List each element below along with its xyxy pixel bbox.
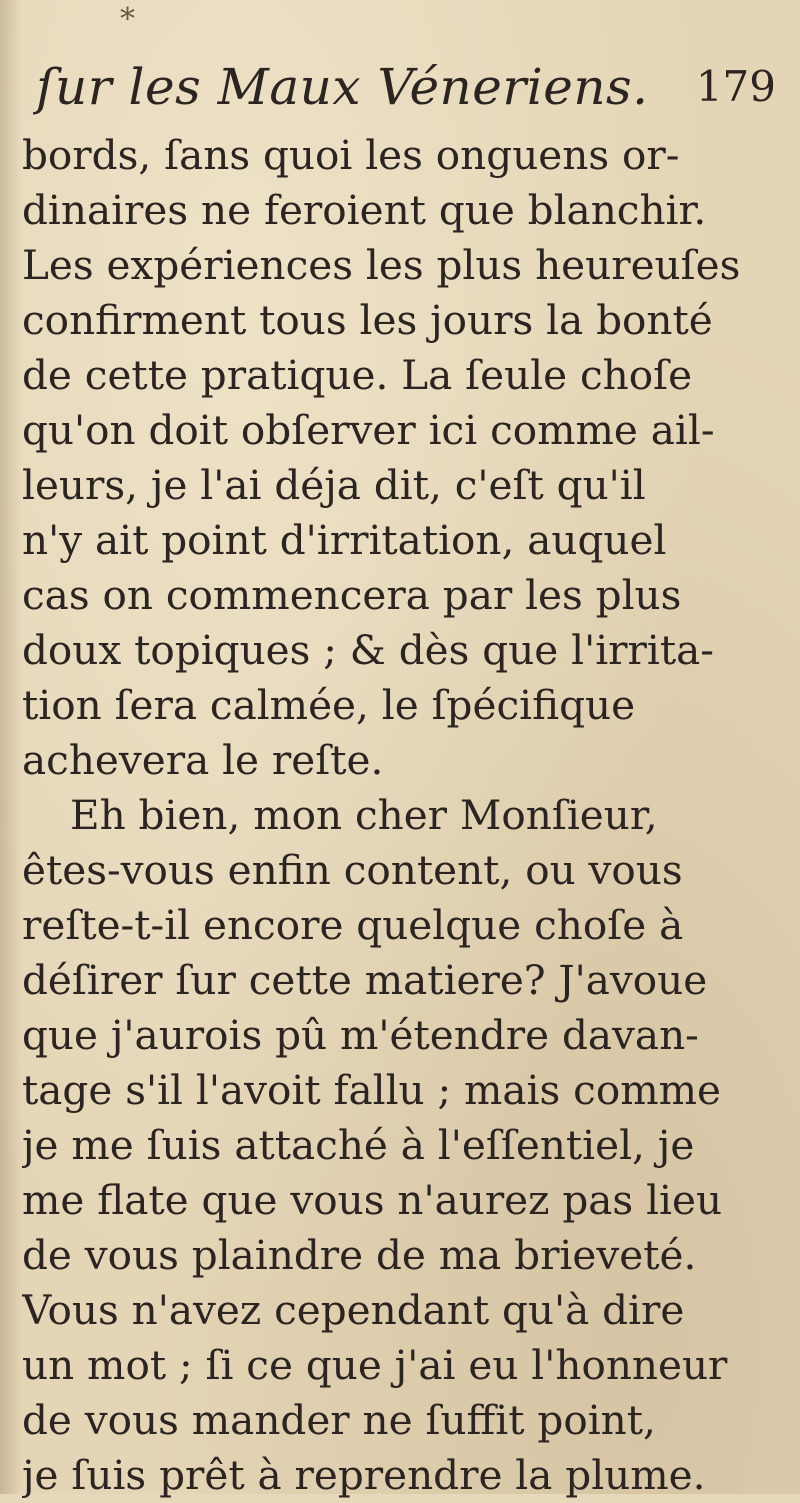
- text-line: me flate que vous n'aurez pas lieu: [22, 1176, 723, 1224]
- text-line: leurs, je l'ai déja dit, c'eſt qu'il: [22, 461, 646, 509]
- text-line: confirment tous les jours la bonté: [22, 296, 713, 344]
- text-line: êtes-vous enfin content, ou vous: [22, 846, 683, 894]
- text-line: un mot ; ſi ce que j'ai eu l'honneur: [22, 1341, 728, 1389]
- text-line: dinaires ne feroient que blanchir.: [22, 186, 707, 234]
- text-line: je me ſuis attaché à l'eſſentiel, je: [22, 1121, 695, 1169]
- text-line: n'y ait point d'irritation, auquel: [22, 516, 667, 564]
- ink-blot: *: [120, 2, 135, 37]
- text-line: bords, ſans quoi les onguens or-: [22, 131, 680, 179]
- text-line: tage s'il l'avoit fallu ; mais comme: [22, 1066, 722, 1114]
- text-line: tion ſera calmée, le ſpécifique: [22, 681, 636, 729]
- text-line: achevera le reſte.: [22, 736, 384, 784]
- text-line: cas on commencera par les plus: [22, 571, 682, 619]
- text-line: de cette pratique. La ſeule choſe: [22, 351, 693, 399]
- text-line: je ſuis prêt à reprendre la plume.: [22, 1451, 706, 1499]
- page-gutter-shadow: [0, 0, 22, 1494]
- page-header: [36, 58, 776, 128]
- paragraph-start-line: Eh bien, mon cher Monſieur,: [70, 791, 658, 839]
- text-line: reſte-t-il encore quelque choſe à: [22, 901, 684, 949]
- text-line: que j'aurois pû m'étendre davan-: [22, 1011, 699, 1059]
- text-line: déſirer ſur cette matiere? J'avoue: [22, 956, 708, 1004]
- text-line: Vous n'avez cependant qu'à dire: [22, 1286, 685, 1334]
- text-line: de vous mander ne ſuffit point,: [22, 1396, 656, 1444]
- page-number: 179: [695, 62, 776, 111]
- text-line: Les expériences les plus heureuſes: [22, 241, 741, 289]
- text-line: qu'on doit obſerver ici comme ail-: [22, 406, 715, 454]
- text-line: de vous plaindre de ma brieveté.: [22, 1231, 697, 1279]
- running-title: ſur les Maux Véneriens.: [36, 58, 649, 116]
- body-text: [22, 128, 780, 1503]
- text-line: doux topiques ; & dès que l'irrita-: [22, 626, 714, 674]
